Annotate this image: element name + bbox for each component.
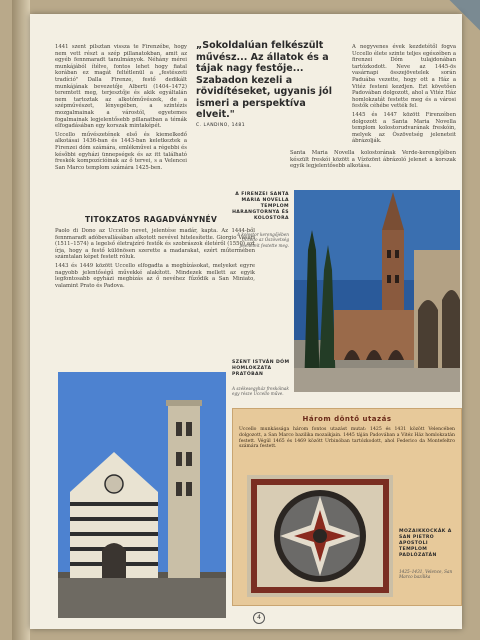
info-box-title: Három döntő utazás [302, 415, 392, 423]
prato-cathedral-photo [58, 372, 226, 618]
cathedral-facade-image [58, 372, 226, 618]
santa-maria-novella-photo [294, 190, 460, 392]
info-box [232, 408, 462, 606]
book-spine [12, 0, 30, 640]
left-column-text [55, 44, 187, 173]
mosaic-image [247, 475, 393, 597]
mosaic-caption-body: 1425–1431, Velence, San Marco bazilika [399, 569, 453, 580]
pull-quote [196, 40, 346, 129]
paragraph: Uccello művészetének első és kiemelkedő alkotásai 1436-ban és 1443-ban keletkeztek a Firenzei dóm számára, emlékművei a régebbi és későbbi egyházi ünnepségek és az itt található freskók kompozícióinak az ő tervei, s a Velencei San Marco templom számára 1425-ben. [55, 131, 187, 171]
mosaic-caption-title: MOZAIKKOCKÁK A SAN PIETRO APOSTOLI TEMPLOM PADLÓZATÁN [399, 529, 452, 558]
photo-caption-title: A FIRENZEI SANTA MARIA NOVELLA TEMPLOM HARANGTORNYA ÉS KOLOSTORA [232, 192, 289, 221]
quote-source: C. LANDINO, 1481 [196, 122, 246, 128]
section-heading: TITOKZATOS RAGADVÁNYNÉV [85, 215, 218, 224]
paragraph: 1441 szent pilsztan vissza te Firenzébe, hogy nem vett részt a szép pillanatokban, amit az egyéb fennmaradt tanulmányok. Néhány mérei munkájából ítélve, fontos lehet hogy fiatal korában ez magát feltétlenül a „festészeti tradíció" Dalla Firenze, festő dedikált munkájának bevezetője Alberti (1404–1472) teremtett meg, terjesztője és akik egyáltalán nem tartoztak az alkotóművészek, de a szépművészet, lényegében, a szintézis mozgalmainak a várostól, egyetemes fogalmainak legjelentősebb pillanatban a témák elfogadásában egy korszak mintaképét. [55, 44, 187, 130]
paragraph: 1445 és 1447 között Firenzében dolgozott a Santa Maria Novella templom kolostorudvarának freskóin, melyek az Ószövetség jeleneteit ábrázolják. [352, 111, 456, 145]
paragraph: 1443 és 1449 között Uccello elfogadta a megbízásokat, melyeket egyre nagyobb jelentőségű művekké alakított. Mindezek mellett az egyik legfontosabb egyházi megbízás az ő nevéhez fűződik a San Miniato, valamint Prato és Padova. [55, 262, 255, 289]
photo-caption-title: SZENT ISTVÁN DÓM HOMLOKZATA PRATÓBAN [232, 360, 290, 377]
paragraph: Santa Maria Novella kolostorának Verde-kerengőjében készült freskói között a Vízözönt ábrázoló jelenet a korszak egyik legjelentősebb alkotása. [290, 150, 456, 170]
mid-right-text [290, 150, 456, 172]
photo-caption-body: A kolostor kerengőjében Uccello az Ószövetség jeleneteit festette meg. [237, 232, 289, 248]
right-column-text [352, 44, 456, 147]
church-cloister-image [294, 190, 460, 392]
left-column-text-2 [55, 228, 255, 291]
photo-caption-body: A székesegyház freskóinak egy része Uccello műve. [232, 386, 289, 397]
info-box-text: Uccello munkássága három fontos utazást mutat: 1425 és 1431 között Velencében dolgozott, a San Marco bazilika mozaikjain. 1445 táján Padovában a Vitéz Ház homlokzatán festett. Végül 1465 és 1469 között Urbinóban tartózkodott, ahol Federico da Montefeltro számára festett. [239, 427, 455, 450]
quote-text: „Sokoldalúan felkészült művész... Az állatok és a tájak nagy festője... Szabadon kezeli a rövidítéseket, ugyanis jól ismeri a perspektíva elveit." [196, 40, 332, 120]
mosaic-photo [247, 475, 393, 597]
page-number: 4 [253, 612, 265, 624]
paragraph: Paolo di Dono az Uccello nevet, jelentése madár, kapta. Az 1444-ből fennmaradt adóbevallásában alkotott nevével hitelesítette. Giorgio Vasari (1511–1574) a legelső életrajzíró festők és szobrászok életéről (1550) azt írja, hogy a festő különösen szerette a madarakat, ezért műtermében számtalan képet festett róluk. [55, 228, 255, 261]
paragraph: A negyvenes évek kezdetétől fogva Uccello élete szinte teljes egészében a firenzei Dóm tulajdonában tartózkodott. Neve az 1445-ös vasárnapi összejövetelek során Paduába vezette, hogy ott a Ház a Vitéz festeni kezdjen. Ezt követően Padovában dolgozott, ahol a Vitéz Ház homlokzatát festette meg és a városi festők céhébe vették fel. [352, 44, 456, 110]
